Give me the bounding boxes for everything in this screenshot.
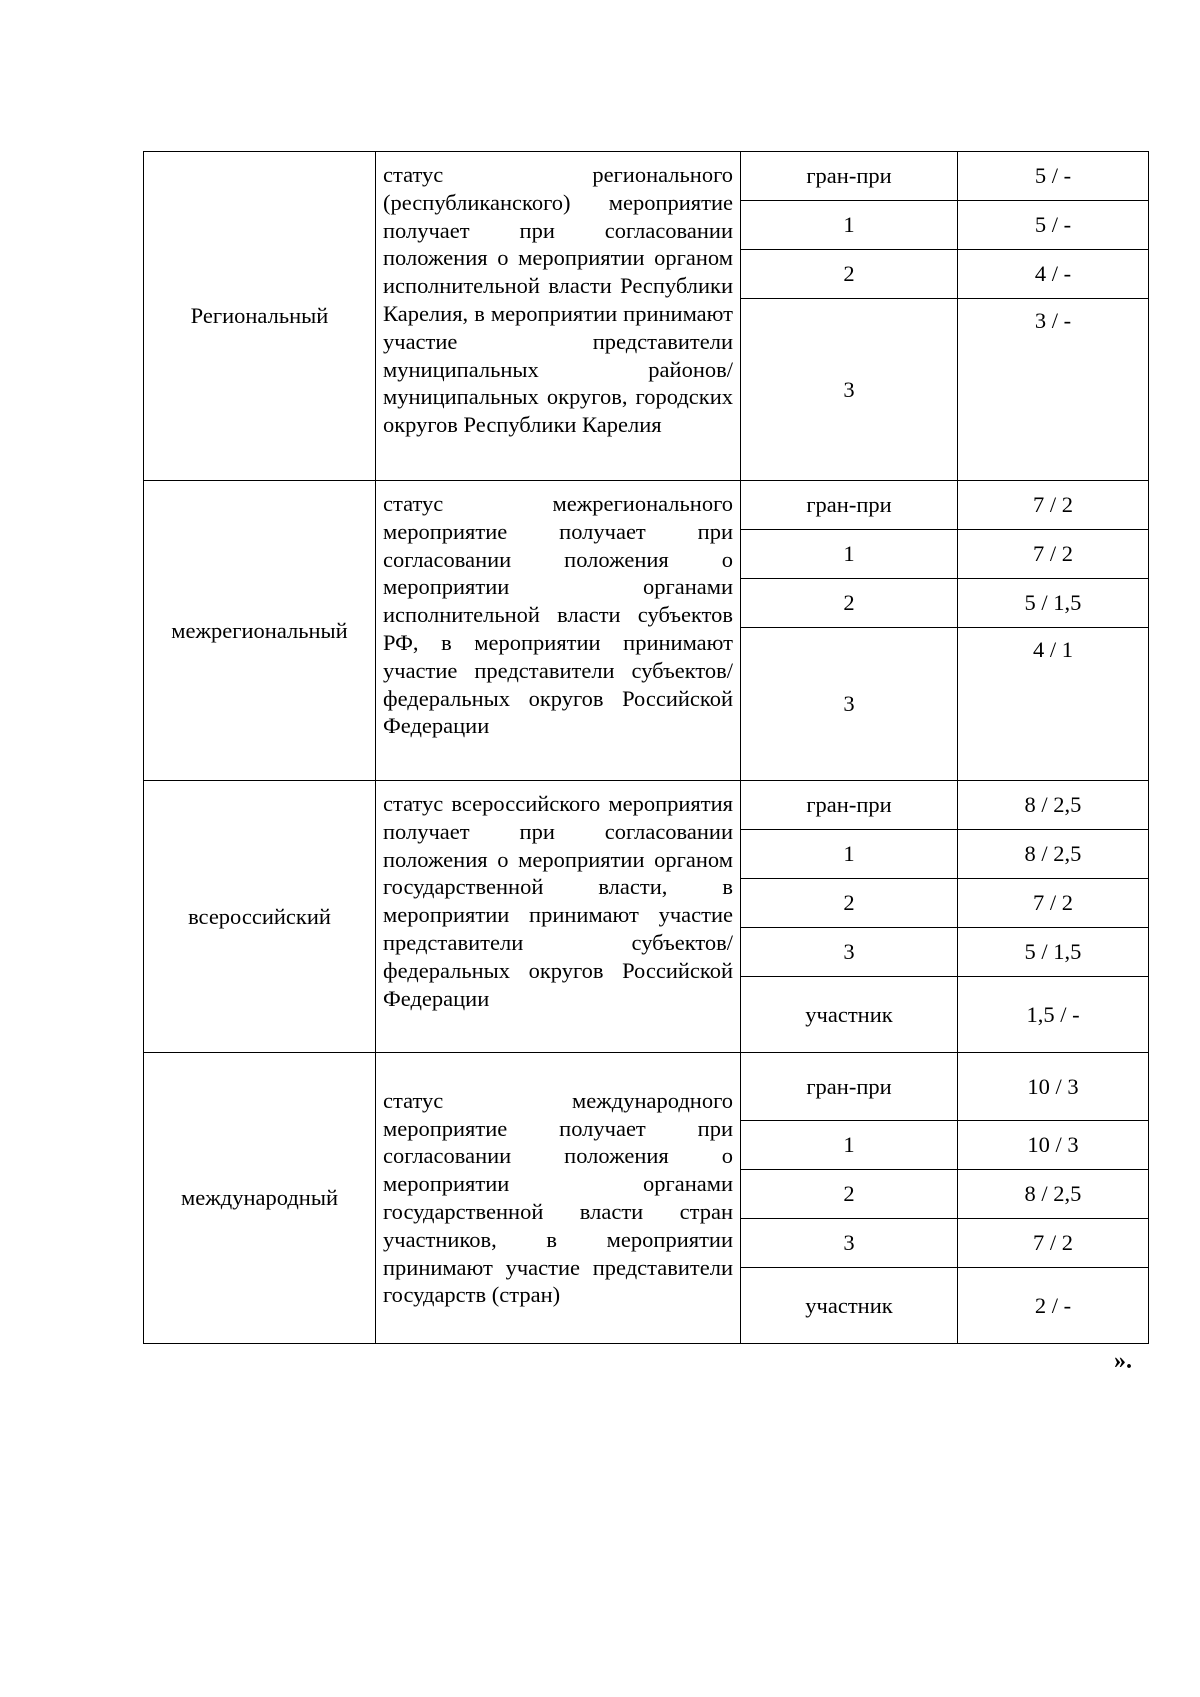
table-row — [144, 1053, 1149, 1121]
criteria-table — [143, 151, 1149, 1344]
score-cell: 8 / 2,5 — [958, 830, 1149, 879]
table-row — [144, 781, 1149, 830]
place-cell: гран-при — [741, 1053, 958, 1121]
place-cell: 3 — [741, 1219, 958, 1268]
place-cell: гран-при — [741, 481, 958, 530]
score-cell: 10 / 3 — [958, 1053, 1149, 1121]
table-row — [144, 481, 1149, 530]
place-cell: гран-при — [741, 781, 958, 830]
place-cell: 1 — [741, 830, 958, 879]
score-cell: 7 / 2 — [958, 481, 1149, 530]
place-cell: 2 — [741, 250, 958, 299]
closing-quote-mark: ». — [1114, 1348, 1132, 1374]
place-cell: 3 — [741, 628, 958, 781]
place-cell: 3 — [741, 928, 958, 977]
score-cell: 1,5 / - — [958, 977, 1149, 1053]
score-cell: 2 / - — [958, 1268, 1149, 1344]
place-cell: 2 — [741, 879, 958, 928]
place-cell: 1 — [741, 530, 958, 579]
score-cell: 5 / - — [958, 201, 1149, 250]
score-cell: 7 / 2 — [958, 530, 1149, 579]
level-cell: межрегиональный — [144, 481, 376, 781]
score-cell: 5 / 1,5 — [958, 928, 1149, 977]
score-cell: 8 / 2,5 — [958, 1170, 1149, 1219]
place-cell: 3 — [741, 299, 958, 481]
description-cell: статус международного мероприятие получает при согласовании положения о мероприятии органами государственной власти стран участников, в мероприятии принимают участие представители государств (стран) — [376, 1053, 741, 1344]
score-cell: 4 / 1 — [958, 628, 1149, 781]
score-cell: 5 / 1,5 — [958, 579, 1149, 628]
score-cell: 7 / 2 — [958, 1219, 1149, 1268]
score-cell: 7 / 2 — [958, 879, 1149, 928]
description-cell: статус межрегионального мероприятие получает при согласовании положения о мероприятии органами исполнительной власти субъектов РФ, в мероприятии принимают участие представители субъектов/федеральных округов Российской Федерации — [376, 481, 741, 781]
place-cell: 1 — [741, 201, 958, 250]
score-cell: 3 / - — [958, 299, 1149, 481]
description-cell: статус всероссийского мероприятия получает при согласовании положения о мероприятии органом государственной власти, в мероприятии принимают участие представители субъектов/федеральных округов Российской Федерации — [376, 781, 741, 1053]
place-cell: участник — [741, 977, 958, 1053]
description-cell: статус регионального (республиканского) мероприятие получает при согласовании положения о мероприятии органом исполнительной власти Республики Карелия, в мероприятии принимают участие представители муниципальных районов/муниципальных округов, городских округов Республики Карелия — [376, 152, 741, 481]
place-cell: 2 — [741, 579, 958, 628]
level-cell: международный — [144, 1053, 376, 1344]
level-cell: всероссийский — [144, 781, 376, 1053]
level-cell: Региональный — [144, 152, 376, 481]
score-cell: 4 / - — [958, 250, 1149, 299]
score-cell: 5 / - — [958, 152, 1149, 201]
place-cell: 1 — [741, 1121, 958, 1170]
score-cell: 10 / 3 — [958, 1121, 1149, 1170]
place-cell: 2 — [741, 1170, 958, 1219]
place-cell: участник — [741, 1268, 958, 1344]
table-row — [144, 152, 1149, 201]
place-cell: гран-при — [741, 152, 958, 201]
score-cell: 8 / 2,5 — [958, 781, 1149, 830]
